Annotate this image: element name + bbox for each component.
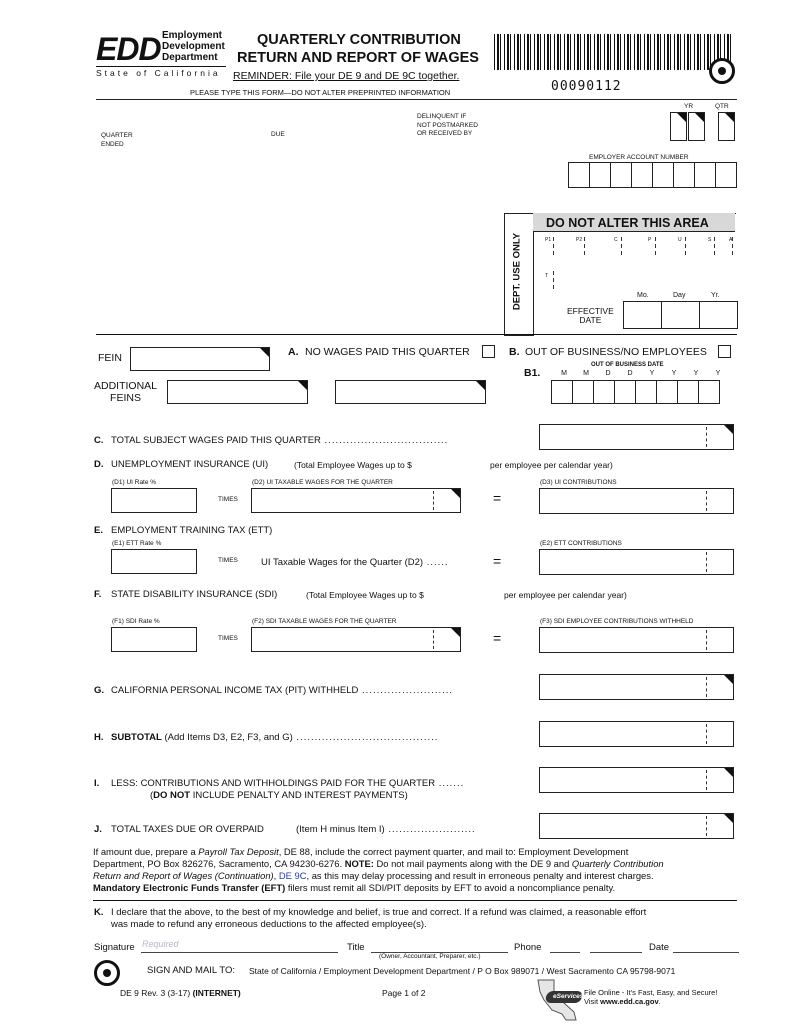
due-label: DUE xyxy=(271,131,285,138)
instructions-line-3 xyxy=(93,870,743,882)
ui-taxable-wages-field[interactable] xyxy=(251,488,461,513)
edd-website-link[interactable]: www.edd.ca.gov xyxy=(600,997,659,1006)
fein-label: FEIN xyxy=(98,352,122,364)
ett-rate-field[interactable] xyxy=(111,549,197,574)
yr-field-2[interactable] xyxy=(688,112,705,141)
dept-code-ticks xyxy=(553,237,733,259)
item-g-text: CALIFORNIA PERSONAL INCOME TAX (PIT) WITHHELD ......................... xyxy=(111,685,454,696)
item-j-label: J. xyxy=(94,824,102,835)
instructions-line-2 xyxy=(93,858,743,870)
total-taxes-due-field[interactable] xyxy=(539,813,734,839)
agency-line-3: Department xyxy=(162,52,218,63)
instr-p2c: Do not mail payments along with the DE 9 and xyxy=(373,858,572,869)
item-h-bold: SUBTOTAL xyxy=(111,732,162,743)
instr-p1: If amount due, prepare a xyxy=(93,846,199,857)
item-h-text: SUBTOTAL (Add Items D3, E2, F3, and G) ....................................... xyxy=(111,732,439,743)
effective-date-field[interactable] xyxy=(623,301,738,329)
qtr-label: QTR xyxy=(715,103,729,110)
oob-date-label: OUT OF BUSINESS DATE xyxy=(591,362,664,368)
item-c-text: TOTAL SUBJECT WAGES PAID THIS QUARTER .................................. xyxy=(111,435,449,446)
oob-date-letter: M xyxy=(561,370,567,377)
item-g-caption: CALIFORNIA PERSONAL INCOME TAX (PIT) WITHHELD xyxy=(111,685,359,696)
instr-p1b: , DE 88, include the correct payment quarter, and mail to: Employment Development xyxy=(278,846,629,857)
item-i-paren: ( xyxy=(150,790,154,801)
registration-mark-icon xyxy=(709,58,735,84)
e-times-caption: UI Taxable Wages for the Quarter (D2) xyxy=(261,557,424,568)
dept-code-p1: P1 xyxy=(545,237,552,243)
e-equals: = xyxy=(493,553,502,569)
oob-date-letter: Y xyxy=(715,370,721,377)
f3-label: (F3) SDI EMPLOYEE CONTRIBUTIONS WITHHELD xyxy=(540,618,694,625)
logo-rule xyxy=(96,66,226,67)
eservices-badge-text: eServices xyxy=(553,993,584,1000)
delinquent-label: DELINQUENT IF NOT POSTMARKED OR RECEIVED BY xyxy=(417,113,478,137)
page-number: Page 1 of 2 xyxy=(382,988,426,998)
instr-p3a: , xyxy=(273,870,279,881)
oob-date-letter: M xyxy=(583,370,589,377)
section-rule-2 xyxy=(93,900,737,901)
instr-p3-italic: Return and Report of Wages (Continuation) xyxy=(93,870,274,881)
f-times-label: TIMES xyxy=(218,635,238,642)
item-d-note-2: per employee per calendar year) xyxy=(490,460,613,470)
form-title-line-2: RETURN AND REPORT OF WAGES xyxy=(237,50,479,66)
item-b-text: OUT OF BUSINESS/NO EMPLOYEES xyxy=(525,346,707,358)
item-j-caption: (Item H minus Item I) xyxy=(296,824,385,835)
signature-placeholder: Required xyxy=(142,939,179,949)
additional-fein-field-1[interactable] xyxy=(167,380,308,404)
d-times-label: TIMES xyxy=(218,496,238,503)
item-i-text-2 xyxy=(150,790,408,801)
item-a-text: NO WAGES PAID THIS QUARTER xyxy=(305,346,470,358)
header-rule xyxy=(96,99,737,100)
d1-label: (D1) UI Rate % xyxy=(112,479,157,486)
f1-label: (F1) SDI Rate % xyxy=(112,618,160,625)
phone-area-field[interactable] xyxy=(550,940,580,953)
item-k-label: K. xyxy=(94,907,104,918)
item-c-label: C. xyxy=(94,435,104,446)
item-e-label: E. xyxy=(94,525,103,536)
quarter-ended-label: QUARTER ENDED xyxy=(101,132,133,148)
d-equals: = xyxy=(493,490,502,506)
dept-t-ticks xyxy=(553,271,555,291)
instr-note: NOTE: xyxy=(344,858,374,869)
instructions-line-1 xyxy=(93,846,743,858)
signature-label: Signature xyxy=(94,942,135,953)
oob-date-letter: D xyxy=(627,370,633,377)
instr-p4: filers must remit all SDI/PIT deposits by EFT to avoid a noncompliance penalty. xyxy=(285,882,616,893)
yr-field[interactable] xyxy=(670,112,687,141)
edd-logo-text: EDD xyxy=(96,31,161,67)
item-h-caption: (Add Items D3, E2, F3, and G) xyxy=(164,732,293,743)
oob-date-letter: Y xyxy=(693,370,699,377)
phone-number-field[interactable] xyxy=(590,940,642,953)
reminder-text: REMINDER: File your DE 9 and DE 9C together. xyxy=(233,70,460,82)
form-id xyxy=(120,988,241,998)
out-of-business-checkbox[interactable] xyxy=(718,345,731,358)
item-d-note-1: (Total Employee Wages up to $ xyxy=(294,460,412,470)
item-i-caption-2: INCLUDE PENALTY AND INTEREST PAYMENTS) xyxy=(190,790,408,801)
title-field[interactable] xyxy=(371,940,508,953)
effective-date-label: EFFECTIVE DATE xyxy=(567,306,614,325)
qtr-field[interactable] xyxy=(718,112,735,141)
oob-date-field[interactable] xyxy=(551,380,720,404)
form-id-internet: (INTERNET) xyxy=(192,988,241,998)
type-notice: PLEASE TYPE THIS FORM—DO NOT ALTER PREPRINTED INFORMATION xyxy=(190,88,451,97)
dept-use-only-label: DEPT. USE ONLY xyxy=(511,232,523,311)
date-label: Date xyxy=(649,942,670,953)
instructions-line-4 xyxy=(93,882,743,894)
file-online-text: File Online - It's Fast, Easy, and Secure! xyxy=(584,988,718,997)
subtotal-field[interactable] xyxy=(539,721,734,747)
item-i-do-not: DO NOT xyxy=(153,790,191,801)
item-i-caption: LESS: CONTRIBUTIONS AND WITHHOLDINGS PAID FOR THE QUARTER xyxy=(111,778,436,789)
declaration-text-2: was made to refund any erroneous deductions to the affected employee(s). xyxy=(111,919,427,930)
item-c-caption: TOTAL SUBJECT WAGES PAID THIS QUARTER xyxy=(111,435,321,446)
f-equals: = xyxy=(493,630,502,646)
form-title-line-1: QUARTERLY CONTRIBUTION xyxy=(257,32,461,48)
item-b-label: B. xyxy=(509,346,520,358)
de9c-link[interactable]: DE 9C xyxy=(278,870,307,881)
e-times-label: TIMES xyxy=(218,557,238,564)
sdi-taxable-wages-field[interactable] xyxy=(251,627,461,652)
sign-mail-address: State of California / Employment Development Department / P O Box 989071 / West Sacramento CA 95798-9071 xyxy=(249,966,676,976)
item-a-label: A. xyxy=(288,346,299,358)
ui-rate-field[interactable] xyxy=(111,488,197,513)
sign-mail-label: SIGN AND MAIL TO: xyxy=(147,965,235,976)
visit-suffix: . xyxy=(658,997,661,1006)
item-b1-label: B1. xyxy=(524,367,541,379)
item-e-text: EMPLOYMENT TRAINING TAX (ETT) xyxy=(111,525,273,536)
e2-label: (E2) ETT CONTRIBUTIONS xyxy=(540,540,622,547)
dept-code-t: T xyxy=(545,273,549,279)
additional-feins-label: ADDITIONAL FEINS xyxy=(94,380,158,404)
phone-label: Phone xyxy=(514,942,542,953)
visit-website-text xyxy=(584,997,661,1006)
instr-eft: Mandatory Electronic Funds Transfer (EFT) xyxy=(93,882,286,893)
item-f-note-2: per employee per calendar year) xyxy=(504,590,627,600)
barcode xyxy=(494,34,734,70)
contributions-paid-field[interactable] xyxy=(539,767,734,793)
item-j-text: TOTAL TAXES DUE OR OVERPAID xyxy=(111,824,264,835)
ui-contributions-field[interactable] xyxy=(539,488,734,514)
agency-line-2: Development xyxy=(162,41,225,52)
sdi-contributions-field[interactable] xyxy=(539,627,734,653)
item-j-note: (Item H minus Item I) ........................ xyxy=(296,824,476,835)
e1-label: (E1) ETT Rate % xyxy=(112,540,162,547)
item-i-text: LESS: CONTRIBUTIONS AND WITHHOLDINGS PAID FOR THE QUARTER ....... xyxy=(111,778,465,789)
item-g-label: G. xyxy=(94,685,105,696)
state-line: State of California xyxy=(96,68,221,78)
section-rule-1 xyxy=(96,334,737,335)
registration-mark-icon xyxy=(94,960,120,986)
visit-prefix: Visit xyxy=(584,997,601,1006)
d3-label: (D3) UI CONTRIBUTIONS xyxy=(540,479,617,486)
no-wages-checkbox[interactable] xyxy=(482,345,495,358)
effective-day-label: Day xyxy=(673,292,686,299)
dept-area-title: DO NOT ALTER THIS AREA xyxy=(546,216,709,230)
item-f-label: F. xyxy=(94,589,102,600)
item-d-label: D. xyxy=(94,459,104,470)
form-code: 00090112 xyxy=(551,79,622,94)
effective-mo-label: Mo. xyxy=(637,292,649,299)
sdi-rate-field[interactable] xyxy=(111,627,197,652)
agency-line-1: Employment xyxy=(162,30,223,41)
oob-date-letter: Y xyxy=(649,370,655,377)
instr-p3b: , as this may delay processing and result in erroneous penalty and interest charges. xyxy=(306,870,654,881)
item-d-text: UNEMPLOYMENT INSURANCE (UI) xyxy=(111,459,269,470)
oob-date-letter: D xyxy=(605,370,611,377)
item-f-note-1: (Total Employee Wages up to $ xyxy=(306,590,424,600)
effective-yr-label: Yr. xyxy=(711,292,720,299)
declaration-text-1: I declare that the above, to the best of my knowledge and belief, is true and correct. If a refund was claimed, a reasonable effort xyxy=(111,907,647,918)
pit-withheld-field[interactable] xyxy=(539,674,734,700)
date-field[interactable] xyxy=(673,940,739,953)
e-times-text: UI Taxable Wages for the Quarter (D2) ...... xyxy=(261,557,449,568)
d2-label: (D2) UI TAXABLE WAGES FOR THE QUARTER xyxy=(252,479,393,486)
oob-date-letter: Y xyxy=(671,370,677,377)
yr-label: YR xyxy=(684,103,694,110)
additional-fein-field-2[interactable] xyxy=(335,380,486,404)
item-f-text: STATE DISABILITY INSURANCE (SDI) xyxy=(111,589,278,600)
title-label: Title xyxy=(347,942,365,953)
instr-p1-italic: Payroll Tax Deposit xyxy=(198,846,279,857)
total-subject-wages-field[interactable] xyxy=(539,424,734,450)
employer-account-label: EMPLOYER ACCOUNT NUMBER xyxy=(589,154,689,161)
payment-instructions xyxy=(93,846,743,894)
f2-label: (F2) SDI TAXABLE WAGES FOR THE QUARTER xyxy=(252,618,397,625)
ett-contributions-field[interactable] xyxy=(539,549,734,575)
employer-account-field[interactable] xyxy=(568,162,737,188)
item-h-label: H. xyxy=(94,732,104,743)
form-id-text: DE 9 Rev. 3 (3-17) xyxy=(120,988,193,998)
oob-date-letters xyxy=(553,370,729,377)
item-i-label: I. xyxy=(94,778,100,789)
title-note: (Owner, Accountant, Preparer, etc.) xyxy=(379,953,481,960)
instr-p2: Department, PO Box 826276, Sacramento, CA 94230-6276. xyxy=(93,858,345,869)
instr-p2-italic: Quarterly Contribution xyxy=(571,858,664,869)
signature-field[interactable] xyxy=(141,940,338,953)
fein-field[interactable] xyxy=(130,347,270,371)
